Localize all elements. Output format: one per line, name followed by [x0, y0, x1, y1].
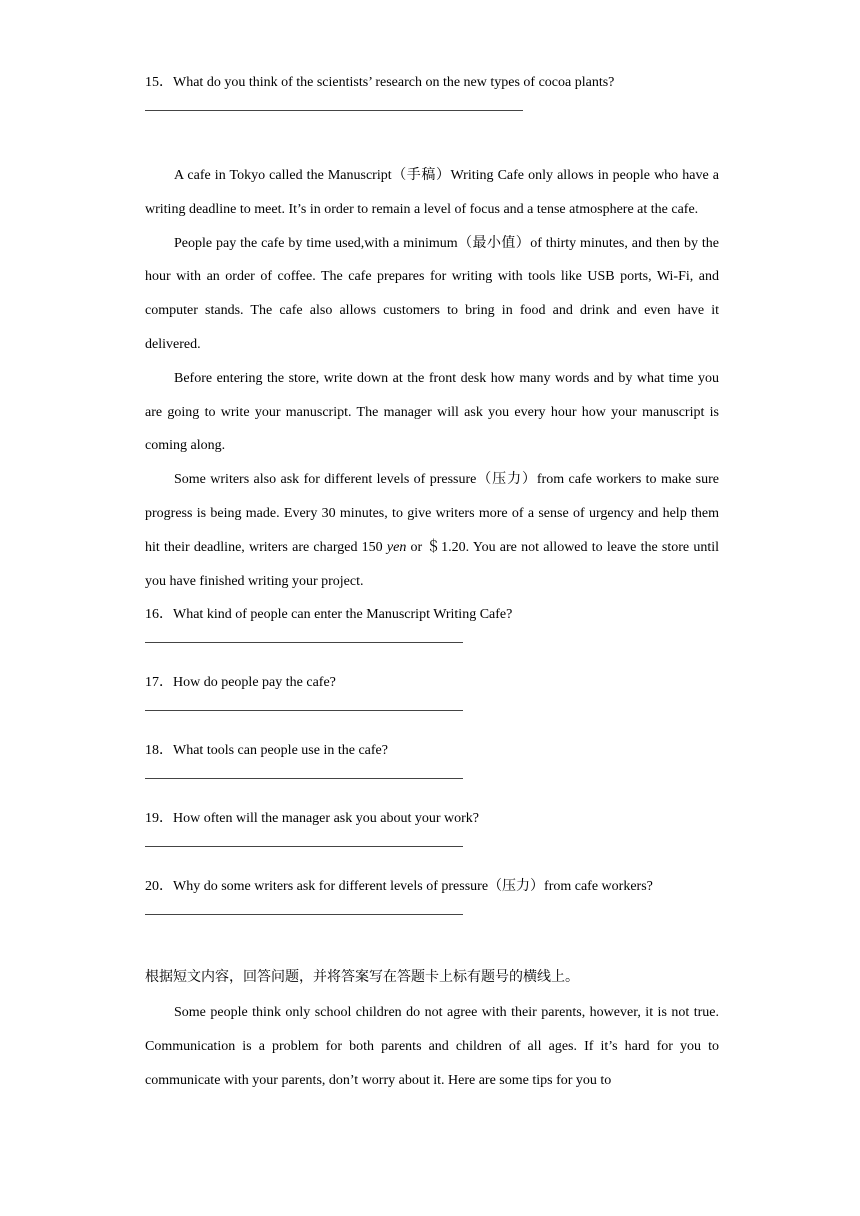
- passage-paragraph-next: Some people think only school children do not agree with their parents, however, it is not true. Communication is a problem for both parents and children of all ages. If it’s hard for you to communicate with your parents, don’t worry about it. Here are some tips for you to: [145, 1005, 719, 1088]
- question-16: [145, 600, 719, 630]
- passage-paragraph-2: People pay the cafe by time used,with a minimum（最小值）of thirty minutes, and then by the hour with an order of coffee. The cafe prepares for writing with tools like USB ports, Wi-Fi, and computer stands. The cafe also allows customers to bring in food and drink and even have it delivered.: [145, 235, 719, 352]
- question-number: 19．: [145, 811, 173, 827]
- question-text: What tools can people use in the cafe?: [173, 743, 388, 759]
- question-text: Why do some writers ask for different levels of pressure（压力）from cafe workers?: [173, 879, 653, 895]
- passage-paragraph-1: A cafe in Tokyo called the Manuscript（手稿）Writing Cafe only allows in people who have a writing deadline to meet. It’s in order to remain a level of focus and a tense atmosphere at the cafe.: [145, 168, 719, 217]
- question-number: 15．: [145, 75, 173, 90]
- question-text: What kind of people can enter the Manuscript Writing Cafe?: [173, 607, 513, 623]
- yen-italic: yen: [386, 539, 407, 555]
- section-instruction: 根据短文内容，回答问题，并将答案写在答题卡上标有题号的横线上。: [145, 970, 579, 986]
- question-15: [145, 68, 719, 98]
- question-number: 18．: [145, 743, 173, 759]
- question-20: [145, 872, 719, 902]
- question-text: How often will the manager ask you about your work?: [173, 811, 479, 827]
- document-page: [145, 68, 719, 1098]
- question-number: 17．: [145, 675, 173, 691]
- question-text: What do you think of the scientists’ research on the new types of cocoa plants?: [173, 75, 615, 90]
- question-17: [145, 668, 719, 698]
- passage-paragraph-3: Before entering the store, write down at the front desk how many words and by what time you are going to write your manuscript. The manager will ask you every hour how your manuscript is coming along.: [145, 370, 719, 454]
- question-number: 16．: [145, 607, 173, 623]
- question-number: 20．: [145, 879, 173, 895]
- question-text: How do people pay the cafe?: [173, 675, 336, 691]
- question-19: [145, 804, 719, 834]
- question-18: [145, 736, 719, 766]
- paragraph-text: or ＄1.20. You are not allowed to leave the store until you have finished writing your project.: [145, 539, 720, 589]
- paragraph-text: Some writers also ask for different levels of pressure（压力）from cafe workers to make sure progress is being made. Every 30 minutes, to give writers more of a sense of urgency and help them hit their deadline, writers are charged 150: [145, 472, 719, 555]
- passage-paragraph-4: [145, 463, 719, 598]
